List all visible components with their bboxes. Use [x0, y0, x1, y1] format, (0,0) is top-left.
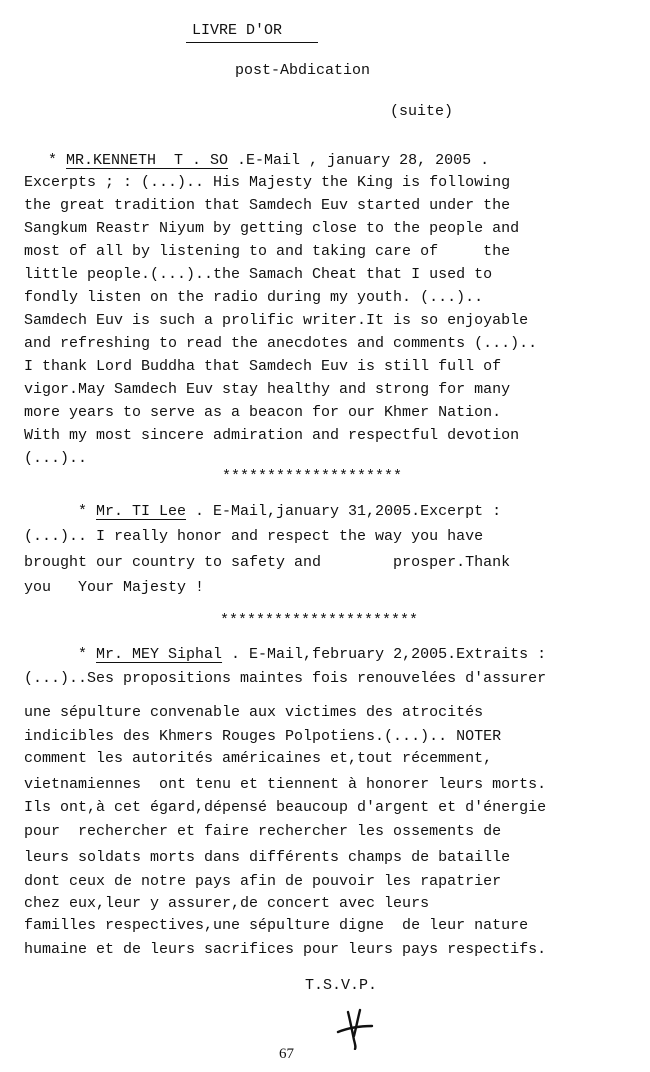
page-subtitle: post-Abdication	[235, 62, 371, 79]
author-name: Mr. TI Lee	[96, 503, 187, 520]
text-line: Ils ont,à cet égard,dépensé beaucoup d'argent et d'énergie	[24, 799, 547, 816]
text-line: brought our country to safety and prosper.Thank	[24, 554, 511, 571]
text-line: comment les autorités américaines et,tout récemment,	[24, 750, 493, 767]
page-title: LIVRE D'OR	[192, 22, 283, 39]
entry-meta: . E-Mail,february 2,2005.Extraits :	[222, 646, 547, 663]
text-line: familles respectives,une sépulture digne de leur nature	[24, 917, 529, 934]
text-line: vietnamiennes ont tenu et tiennent à honorer leurs morts.	[24, 776, 547, 793]
page-number: 67	[279, 1046, 294, 1062]
text-line: pour rechercher et faire rechercher les ossements de	[24, 823, 502, 840]
continuation-label: (suite)	[390, 103, 454, 120]
text-line: fondly listen on the radio during my youth. (...)..	[24, 289, 484, 306]
text-line: (...)..Ses propositions maintes fois renouvelées d'assurer	[24, 670, 547, 687]
text-line: (...).. I really honor and respect the way you have	[24, 528, 484, 545]
text-line: Samdech Euv is such a prolific writer.It is so enjoyable	[24, 312, 529, 329]
text-line: indicibles des Khmers Rouges Polpotiens.(...).. NOTER	[24, 728, 502, 745]
text-line: most of all by listening to and taking care of the	[24, 243, 511, 260]
text-line: I thank Lord Buddha that Samdech Euv is still full of	[24, 358, 502, 375]
text-line: (...)..	[24, 450, 88, 467]
text-line: vigor.May Samdech Euv stay healthy and strong for many	[24, 381, 511, 398]
text-line: more years to serve as a beacon for our Khmer Nation.	[24, 404, 502, 421]
author-name: MR.KENNETH T . SO	[66, 152, 229, 169]
entry-header	[48, 151, 489, 171]
separator: **********************	[220, 612, 419, 629]
text-line: Sangkum Reastr Niyum by getting close to the people and	[24, 220, 520, 237]
text-line: the great tradition that Samdech Euv started under the	[24, 197, 511, 214]
text-line: you Your Majesty !	[24, 579, 205, 596]
text-line: dont ceux de notre pays afin de pouvoir les rapatrier	[24, 873, 502, 890]
bullet: *	[78, 646, 97, 663]
author-name: Mr. MEY Siphal	[96, 646, 223, 663]
text-line: chez eux,leur y assurer,de concert avec leurs	[24, 895, 430, 912]
text-line: leurs soldats morts dans différents champs de bataille	[24, 849, 511, 866]
entry-header	[78, 645, 546, 665]
text-line: humaine et de leurs sacrifices pour leurs pays respectifs.	[24, 941, 547, 958]
text-line: With my most sincere admiration and respectful devotion	[24, 427, 520, 444]
entry-meta: .E-Mail , january 28, 2005 .	[228, 152, 490, 169]
text-line: and refreshing to read the anecdotes and comments (...)..	[24, 335, 538, 352]
entry-header	[78, 502, 501, 522]
entry-meta: . E-Mail,january 31,2005.Excerpt :	[186, 503, 502, 520]
separator: ********************	[222, 468, 403, 485]
bullet: *	[48, 152, 67, 169]
text-line: Excerpts ; : (...).. His Majesty the King is following	[24, 174, 511, 191]
text-line: little people.(...)..the Samach Cheat that I used to	[24, 266, 493, 283]
bullet: *	[78, 503, 97, 520]
tsvp-note: T.S.V.P.	[305, 977, 378, 994]
text-line: une sépulture convenable aux victimes des atrocités	[24, 704, 484, 721]
handwritten-initial	[334, 1006, 376, 1050]
title-underline	[186, 42, 318, 43]
